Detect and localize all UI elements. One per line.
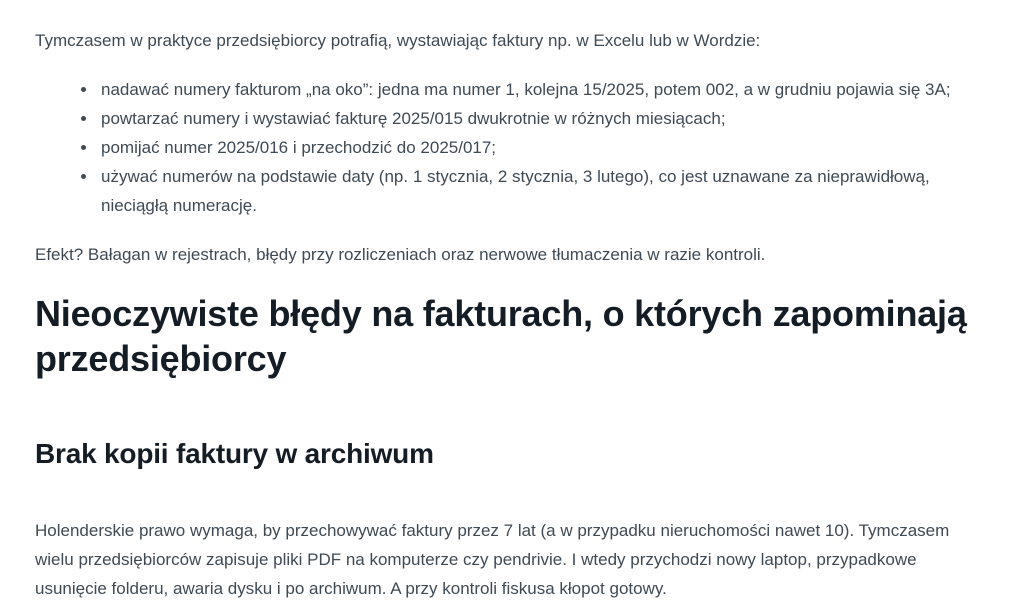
invoice-errors-list: [35, 75, 1000, 220]
subsection-heading: Brak kopii faktury w archiwum: [35, 438, 434, 469]
list-item: • nadawać numery fakturom „na oko”: jedna ma numer 1, kolejna 15/2025, potem 002, a w grudniu pojawia się 3A;: [98, 75, 1000, 104]
list-item: • pomijać numer 2025/016 i przechodzić do 2025/017;: [98, 133, 1000, 162]
archive-paragraph: Holenderskie prawo wymaga, by przechowywać faktury przez 7 lat (a w przypadku nieruchomości nawet 10). Tymczasem wielu przedsiębiorców zapisuje pliki PDF na komputerze czy pendrivie. I wtedy przychodzi nowy laptop, przypadkowe usunięcie folderu, awaria dysku i po archiwum. A przy kontroli fiskusa kłopot gotowy.: [35, 521, 950, 598]
list-item: • powtarzać numery i wystawiać fakturę 2025/015 dwukrotnie w różnych miesiącach;: [98, 104, 1000, 133]
intro-paragraph: Tymczasem w praktyce przedsiębiorcy potrafią, wystawiając faktury np. w Excelu lub w Wordzie:: [35, 31, 761, 50]
effect-paragraph: Efekt? Bałagan w rejestrach, błędy przy rozliczeniach oraz nerwowe tłumaczenia w razie kontroli.: [35, 245, 766, 264]
list-item: • używać numerów na podstawie daty (np. 1 stycznia, 2 stycznia, 3 lutego), co jest uznawane za nieprawidłową, nieciągłą numerację.: [98, 162, 1000, 220]
section-heading: Nieoczywiste błędy na fakturach, o których zapominają przedsiębiorcy: [35, 293, 967, 379]
